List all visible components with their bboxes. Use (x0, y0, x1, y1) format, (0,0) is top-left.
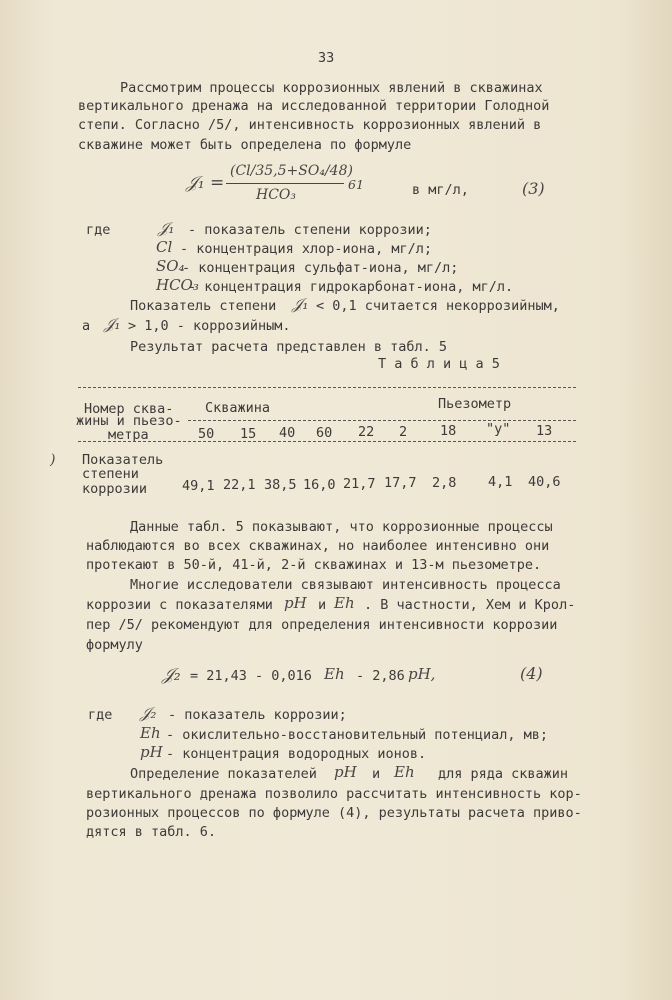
paragraph-line: Многие исследователи связывают интенсивность процесса (130, 577, 561, 593)
table-col-header: 2 (399, 424, 408, 440)
formula-3-denominator: HCO₃ (256, 187, 297, 203)
paragraph-line: скважине может быть определена по формуле (78, 137, 412, 153)
page-number: 33 (318, 50, 335, 66)
paragraph-line: вертикального дренажа на исследованной территории Голодной (78, 98, 550, 114)
table-row-header: жины и пьезо- (76, 413, 182, 429)
table-col-header: "у" (486, 421, 511, 437)
symbol-ph: pH (284, 594, 307, 612)
table-cell: 17,7 (384, 475, 417, 491)
table-cell: 2,8 (432, 475, 457, 491)
definition-text: - концентрация сульфат-иона, мг/л; (182, 260, 459, 276)
table-row-header: метра (108, 427, 149, 443)
definition-text: - показатель коррозии; (168, 707, 347, 723)
symbol-eh: Eh (324, 665, 345, 683)
margin-mark: ) (50, 452, 56, 468)
table-cell: 16,0 (303, 477, 336, 493)
table-group-wells: Скважина (205, 400, 271, 416)
formula-3-exponent: 61 (348, 177, 364, 192)
definition-text: - концентрация водородных ионов. (166, 746, 427, 762)
table-col-header: 18 (440, 423, 457, 439)
paragraph-word: и (372, 766, 381, 782)
symbol-cl: Cl (156, 238, 173, 256)
paragraph-line: протекают в 50-й, 41-й, 2-й скважинах и 13-м пьезометре. (86, 557, 542, 573)
paragraph-line: пер /5/ рекомендуют для определения интенсивности коррозии (86, 617, 558, 633)
formula-4-number: (4) (520, 664, 543, 683)
criteria-line-1-end: < 0,1 считается некоррозийным, (316, 298, 560, 314)
table-cell: 49,1 (182, 478, 215, 494)
definition-text: - окислительно-восстановительный потенциал, мв; (166, 727, 549, 743)
paragraph-line: степи. Согласно /5/, интенсивность коррозионных явлений в (78, 117, 542, 133)
symbol-hco3: HCO₃ (156, 276, 199, 294)
table-cell: 22,1 (223, 477, 256, 493)
result-line: Результат расчета представлен в табл. 5 (130, 339, 447, 355)
symbol-so4: SO₄ (156, 257, 185, 275)
symbol-ph: pH (334, 763, 357, 781)
table-col-header: 40 (279, 425, 296, 441)
table-caption: Т а б л и ц а 5 (378, 356, 500, 372)
paragraph-line: розионных процессов по формуле (4), результаты расчета приво- (86, 805, 582, 821)
paragraph-line: дятся в табл. 6. (86, 824, 217, 840)
formula-3-units: в мг/л, (412, 182, 469, 198)
formula-4-lhs: 𝒥₂ (162, 665, 181, 685)
paragraph-line: Рассмотрим процессы коррозионных явлений в скважинах (120, 80, 543, 96)
formula-3-number: (3) (522, 179, 545, 198)
table-top-rule (78, 387, 576, 388)
symbol-j1: 𝒥₁ (292, 295, 309, 313)
table-mid-rule (188, 420, 576, 421)
paragraph-line: коррозии с показателями (86, 597, 273, 613)
formula-3-fraction-bar (226, 183, 344, 184)
definition-text: - показатель степени коррозии; (188, 222, 432, 238)
table-col-header: 15 (240, 426, 257, 442)
criteria-line-2-end: > 1,0 - коррозийным. (128, 318, 291, 334)
where-label: где (86, 222, 111, 238)
table-col-header: 13 (536, 423, 553, 439)
formula-4-body: = 21,43 - 0,016 (190, 668, 312, 684)
table-cell: 21,7 (343, 476, 376, 492)
formula-3-numerator: (Cl/35,5+SO₄/48) (230, 163, 353, 179)
table-header-bottom-rule (78, 441, 576, 442)
table-col-header: 50 (198, 426, 215, 442)
symbol-ph: pH, (408, 665, 436, 683)
symbol-j1: 𝒥₁ (104, 315, 121, 333)
table-row-label: коррозии (82, 481, 148, 497)
paragraph-line: наблюдаются во всех скважинах, но наиболее интенсивно они (86, 538, 550, 554)
table-row-label: степени (82, 466, 139, 482)
table-row-header: Номер сква- (84, 401, 174, 417)
criteria-line-2: а (82, 318, 91, 334)
paragraph-line: . В частности, Хем и Крол- (364, 597, 576, 613)
formula-4-body: - 2,86 (356, 668, 405, 684)
paragraph-word: и (318, 597, 327, 613)
symbol-ph: pH (140, 743, 163, 761)
table-cell: 40,6 (528, 474, 561, 490)
symbol-eh: Eh (394, 763, 415, 781)
symbol-eh: Eh (334, 594, 355, 612)
paragraph-line: вертикального дренажа позволило рассчитать интенсивность кор- (86, 786, 582, 802)
paragraph-line: формулу (86, 637, 143, 653)
criteria-line-1: Показатель степени (130, 298, 277, 314)
table-cell: 38,5 (264, 477, 297, 493)
where-label: где (88, 707, 113, 723)
symbol-j2: 𝒥₂ (140, 704, 157, 722)
paragraph-line: для ряда скважин (438, 766, 569, 782)
symbol-eh: Eh (140, 724, 161, 742)
paragraph-line: Определение показателей (130, 766, 317, 782)
table-row-label: Показатель (82, 452, 164, 468)
definition-text: - концентрация гидрокарбонат-иона, мг/л. (188, 279, 514, 295)
table-col-header: 60 (316, 425, 333, 441)
table-cell: 4,1 (488, 474, 513, 490)
formula-3-lhs: 𝒥₁ = (186, 173, 225, 193)
symbol-j1: 𝒥₁ (158, 219, 175, 237)
table-col-header: 22 (358, 424, 375, 440)
paragraph-line: Данные табл. 5 показывают, что коррозионные процессы (130, 519, 553, 535)
table-group-piezometer: Пьезометр (438, 396, 512, 412)
definition-text: - концентрация хлор-иона, мг/л; (180, 241, 432, 257)
